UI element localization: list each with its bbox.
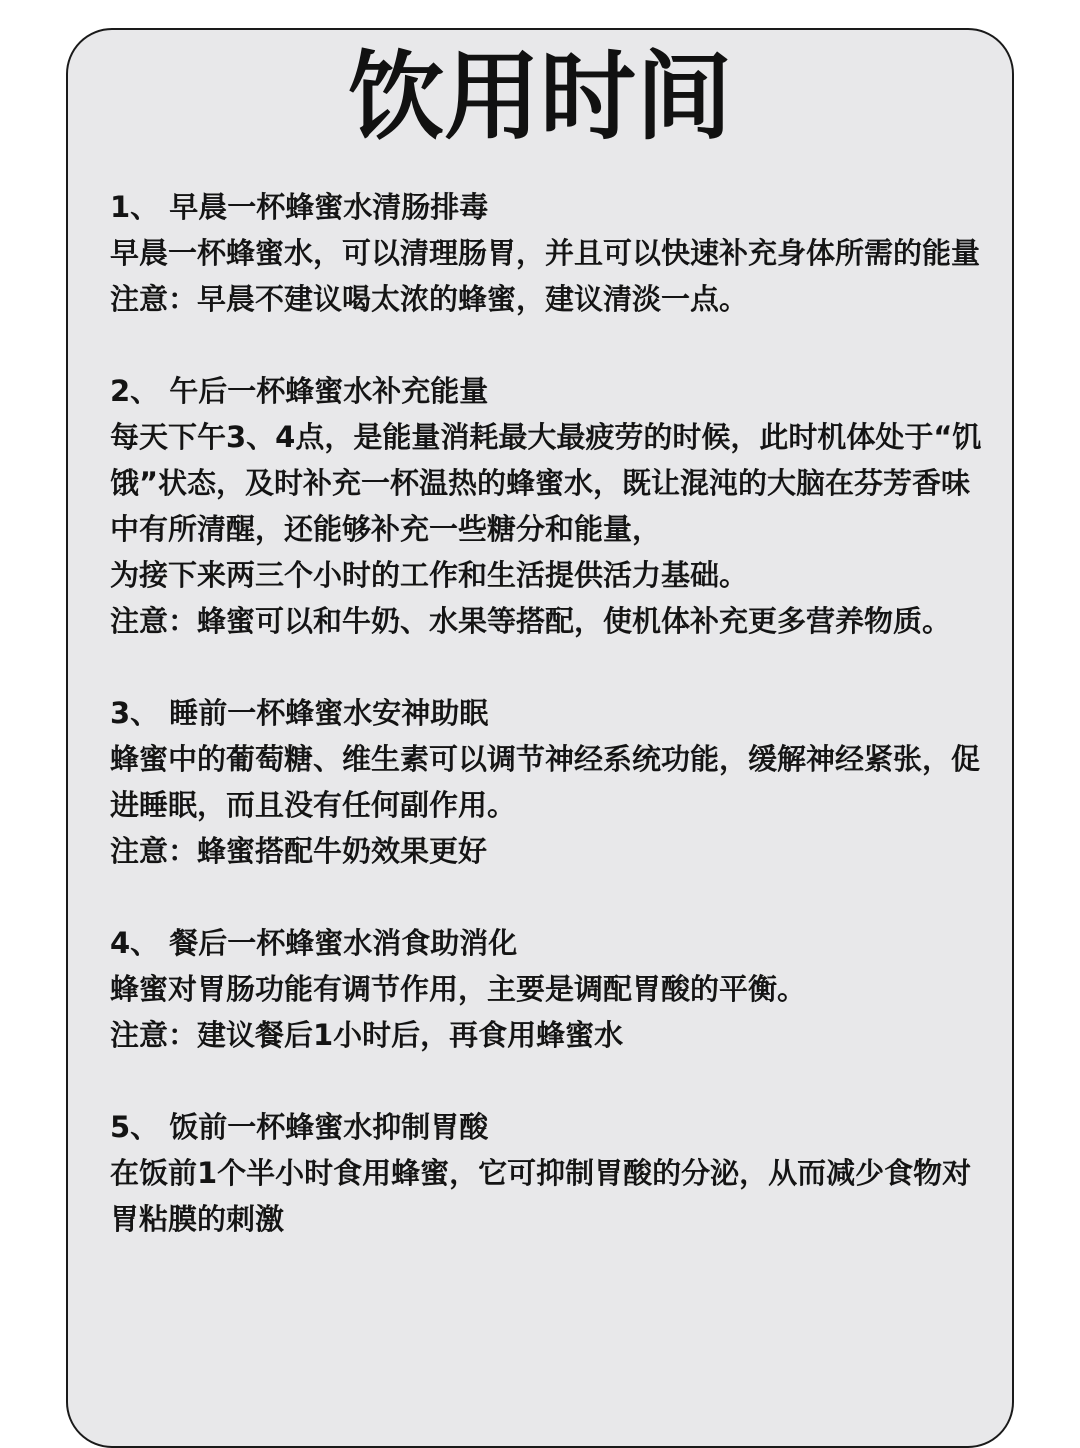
- section-heading: 1、 早晨一杯蜂蜜水清肠排毒: [110, 190, 489, 224]
- section-morning: [110, 184, 990, 322]
- section-before-meal: [110, 1104, 990, 1242]
- section-afternoon: [110, 368, 990, 644]
- section-text: 蜂蜜中的葡萄糖、维生素可以调节神经系统功能，缓解神经紧张，促进睡眠，而且没有任何副作用。: [110, 742, 981, 822]
- section-note: 注意：蜂蜜可以和牛奶、水果等搭配，使机体补充更多营养物质。: [110, 604, 952, 638]
- section-text: 蜂蜜对胃肠功能有调节作用，主要是调配胃酸的平衡。: [110, 972, 807, 1006]
- section-text: 为接下来两三个小时的工作和生活提供活力基础。: [110, 558, 749, 592]
- section-heading: 3、 睡前一杯蜂蜜水安神助眠: [110, 696, 489, 730]
- section-heading: 4、 餐后一杯蜂蜜水消食助消化: [110, 926, 518, 960]
- section-note: 注意：建议餐后1小时后，再食用蜂蜜水: [110, 1018, 624, 1052]
- section-text: 早晨一杯蜂蜜水，可以清理肠胃，并且可以快速补充身体所需的能量: [110, 236, 981, 270]
- section-heading: 2、 午后一杯蜂蜜水补充能量: [110, 374, 489, 408]
- section-note: 注意：蜂蜜搭配牛奶效果更好: [110, 834, 488, 868]
- section-after-meal: [110, 920, 990, 1058]
- section-heading: 5、 饭前一杯蜂蜜水抑制胃酸: [110, 1110, 489, 1144]
- section-text: 在饭前1个半小时食用蜂蜜，它可抑制胃酸的分泌，从而减少食物对胃粘膜的刺激: [110, 1156, 972, 1236]
- content-body: [110, 184, 990, 1288]
- section-note: 注意：早晨不建议喝太浓的蜂蜜，建议清淡一点。: [110, 282, 749, 316]
- page-title: 饮用时间: [348, 41, 732, 153]
- section-text: 每天下午3、4点，是能量消耗最大最疲劳的时候，此时机体处于“饥饿”状态，及时补充一杯温热的蜂蜜水，既让混沌的大脑在芬芳香味中有所清醒，还能够补充一些糖分和能量，: [110, 420, 982, 546]
- section-bedtime: [110, 690, 990, 874]
